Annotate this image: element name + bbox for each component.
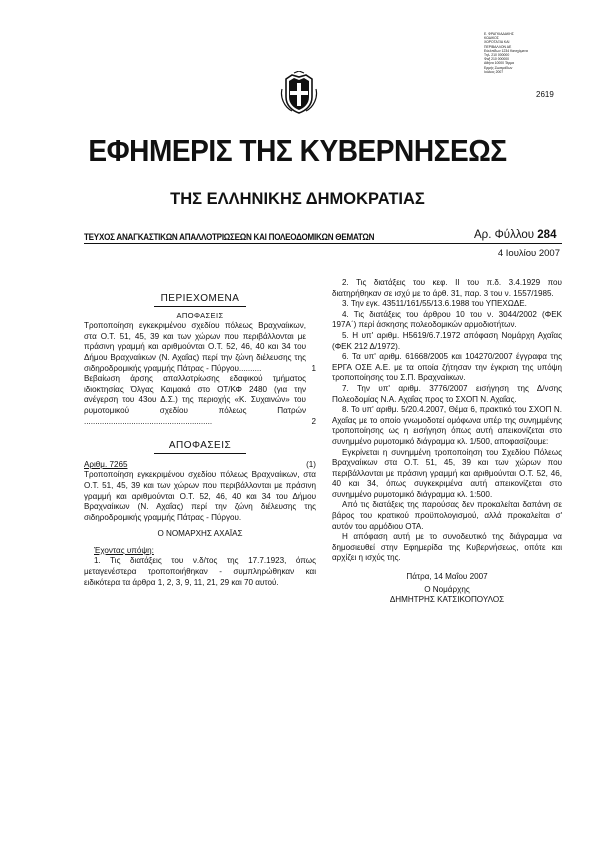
header-rule	[84, 243, 562, 244]
considerant-4: 4. Τις διατάξεις του άρθρου 10 του ν. 3044/2002 (ΦΕΚ 197Α΄) περί άσκησης πολεοδομικών αρμοδιοτήτων.	[332, 309, 562, 330]
right-column	[332, 278, 562, 606]
toc-item-page: 1	[311, 363, 316, 373]
sheet-value: 284	[537, 229, 557, 241]
stamp-line: Τηλ. 210 000000	[484, 53, 510, 58]
stamp-line: ΠΕΡΙΒΑΛΛΟΝ ΑΕ	[484, 44, 512, 49]
toc-item	[84, 374, 316, 427]
contents-rule	[154, 306, 246, 307]
decision-tag: (1)	[306, 459, 316, 469]
decisions-rule	[154, 453, 246, 454]
decision-authority: Ο ΝΟΜΑΡΧΗΣ ΑΧΑΪΑΣ	[157, 529, 243, 539]
place-date: Πάτρα, 14 Μαΐου 2007	[406, 572, 488, 582]
considerant-7: 7. Την υπ' αριθμ. 3776/2007 εισήγηση της Δ/νσης Πολεοδομίας Ν.Α. Αχαΐας προς το ΣΧΟΠ Ν. Αχαΐας.	[332, 383, 562, 404]
budget-paragraph: Από τις διατάξεις της παρούσας δεν προκαλείται δαπάνη σε βάρος του κρατικού προϋπολογισμού, αλλά προκαλείται σ' αυτόν του αρμόδιου ΟΤΑ.	[332, 500, 562, 531]
considerant-1: 1. Τις διατάξεις του ν.δ/τος της 17.7.1923, όπως μεταγενέστερα τροποποιήθηκαν - συμπληρώθηκαν και ειδικότερα τα άρθρα 1, 2, 3, 9, 11, 21, 29 και 70 αυτού.	[84, 556, 316, 587]
considerant-3: 3. Την εγκ. 43511/161/55/13.6.1988 του ΥΠΕΧΩΔΕ.	[342, 299, 527, 309]
distribution-stamp	[484, 32, 546, 74]
toc-item-text: Βεβαίωση άρσης απαλλοτρίωσης εδαφικού τμήματος ιδιοκτησίας Όλγας Καιμακά στο ΟΤ/ΚΦ 2480 (για την ανέγερση του 43ου Δ.Σ.) της περιοχής «Κ. Συχαινών» του ρυμοτομικού σχεδίου πόλεως Πατρών .........................................................	[84, 374, 306, 426]
contents-heading: ΠΕΡΙΕΧΟΜΕΝΑ	[160, 293, 240, 304]
stamp-line: ΧΩΡΟΤΑΞΙΑ ΚΑΙ	[484, 40, 510, 45]
toc-item	[84, 321, 316, 374]
having-regard: Έχοντας υπόψη:	[94, 545, 154, 555]
decisions-heading: ΑΠΟΦΑΣΕΙΣ	[168, 440, 232, 452]
stamp-line: Φαξ 210 000000	[484, 57, 510, 62]
issue-date: 4 Ιουλίου 2007	[497, 248, 560, 259]
decision-number: Αριθμ. 7265	[84, 459, 128, 469]
considerant-8: 8. Το υπ' αριθμ. 5/20.4.2007, Θέμα 6, πρακτικό του ΣΧΟΠ Ν. Αχαΐας με το οποίο γνωμοδοτεί ομόφωνα υπέρ της συνημμένης τροποποίησης ως η εισήγηση όπως αυτή απεικονίζεται στο συνημμένο ρυμοτομικό διάγραμμα κλ. 1/500, αποφασίζουμε:	[332, 405, 562, 446]
stamp-line: ΚΩΔΙΚΟΣ	[484, 36, 499, 41]
considerant-6: 6. Τα υπ' αριθμ. 61668/2005 και 104270/2007 έγγραφα της ΕΡΓΑ ΟΣΕ Α.Ε. με τα οποία ζήτησαν την έγκριση της υπόψη τροποποίησης του Σ.Π. Βραχναίικων.	[332, 352, 562, 383]
publication-paragraph: Η απόφαση αυτή με το συνοδευτικό της διάγραμμα να δημοσιευθεί στην Εφημερίδα της Κυβερνήσεως, οπότε και αρχίζει η ισχύς της.	[332, 532, 562, 563]
stamp-line: Αθήνα 10000 Τέρμα	[484, 61, 514, 66]
stamp-line: Ερμής Ζωσιμάδων	[484, 65, 513, 70]
decision-number-row	[84, 460, 316, 471]
gazette-title: ΕΦΗΜΕΡΙΣ ΤΗΣ ΚΥΒΕΡΝΗΣΕΩΣ	[88, 134, 507, 168]
greek-emblem-icon	[280, 71, 318, 115]
sheet-label: Αρ. Φύλλου	[474, 229, 535, 241]
considerant-2: 2. Τις διατάξεις του κεφ. ΙΙ του π.δ. 3.4.1929 που διατηρήθηκαν σε ισχύ με το άρθ. 31, παρ. 3 του ν. 1557/1985.	[332, 278, 562, 298]
contents-subheading: ΑΠΟΦΑΣΕΙΣ	[176, 310, 224, 320]
gazette-subtitle: ΤΗΣ ΕΛΛΗΝΙΚΗΣ ΔΗΜΟΚΡΑΤΙΑΣ	[170, 190, 425, 208]
stamp-line: Εύελπίδων 1234 Κατεχόμενα	[484, 48, 528, 53]
left-column	[84, 278, 316, 588]
signatory-name: ΔΗΜΗΤΡΗΣ ΚΑΤΣΙΚΟΠΟΥΛΟΣ	[389, 595, 505, 605]
stamp-line: Ε. ΦΡΑΓΚΙΑΔΑΚΗΣ	[484, 32, 514, 36]
signatory-title: Ο Νομάρχης	[424, 584, 470, 594]
approval-paragraph: Εγκρίνεται η συνημμένη τροποποίηση του Σχεδίου Πόλεως Βραχναίικων στα Ο.Τ. 51, 45, 39 και των χώρων που περιβάλλονται με πράσινη γραμμή και αριθμούνται Ο.Τ. 52, 46, 40 και 34, όπως συγκεκριμένα αυτή απεικονίζεται στο συνημμένο ρυμοτομικό διάγραμμα κλ. 1:500.	[332, 447, 562, 499]
stamp-line: Ιούλιος 2007	[484, 69, 504, 74]
toc-item-page: 2	[311, 416, 316, 426]
considerant-5: 5. Η υπ' αριθμ. Η5619/6.7.1972 απόφαση Νομάρχη Αχαΐας (ΦΕΚ 212 Δ/1972).	[332, 330, 562, 351]
series-name: ΤΕΥΧΟΣ ΑΝΑΓΚΑΣΤΙΚΩΝ ΑΠΑΛΛΟΤΡΙΩΣΕΩΝ ΚΑΙ ΠΟΛΕΟΔΟΜΙΚΩΝ ΘΕΜΑΤΩΝ	[84, 232, 375, 242]
toc-item-text: Τροποποίηση εγκεκριμένου σχεδίου πόλεως Βραχναίικων, στα Ο.Τ. 51, 45, 39 και των χώρων που περιβάλλονται με πράσινη γραμμή και αριθμούνται Ο.Τ. 52, 46, 40 και 34 του Δήμου Βραχναίικων (Ν. Αχαΐας) περί την ζώνη διέλευσης της σιδηροδρομικής γραμμής Πάτρας - Πύργου..........	[84, 321, 306, 373]
page-number: 2619	[536, 90, 554, 99]
decision-title: Τροποποίηση εγκεκριμένου σχεδίου πόλεως Βραχναίικων, στα Ο.Τ. 51, 45, 39 και των χώρων που περιβάλλονται με πράσινη γραμμή και αριθμούνται Ο.Τ. 52, 46, 40 και 34 του Δήμου Βραχναίικων (Ν. Αχαΐας) περί την ζώνη διέλευσης της σιδηροδρομικής γραμμής Πάτρας - Πύργου.	[84, 470, 316, 522]
sheet-number	[474, 229, 556, 241]
